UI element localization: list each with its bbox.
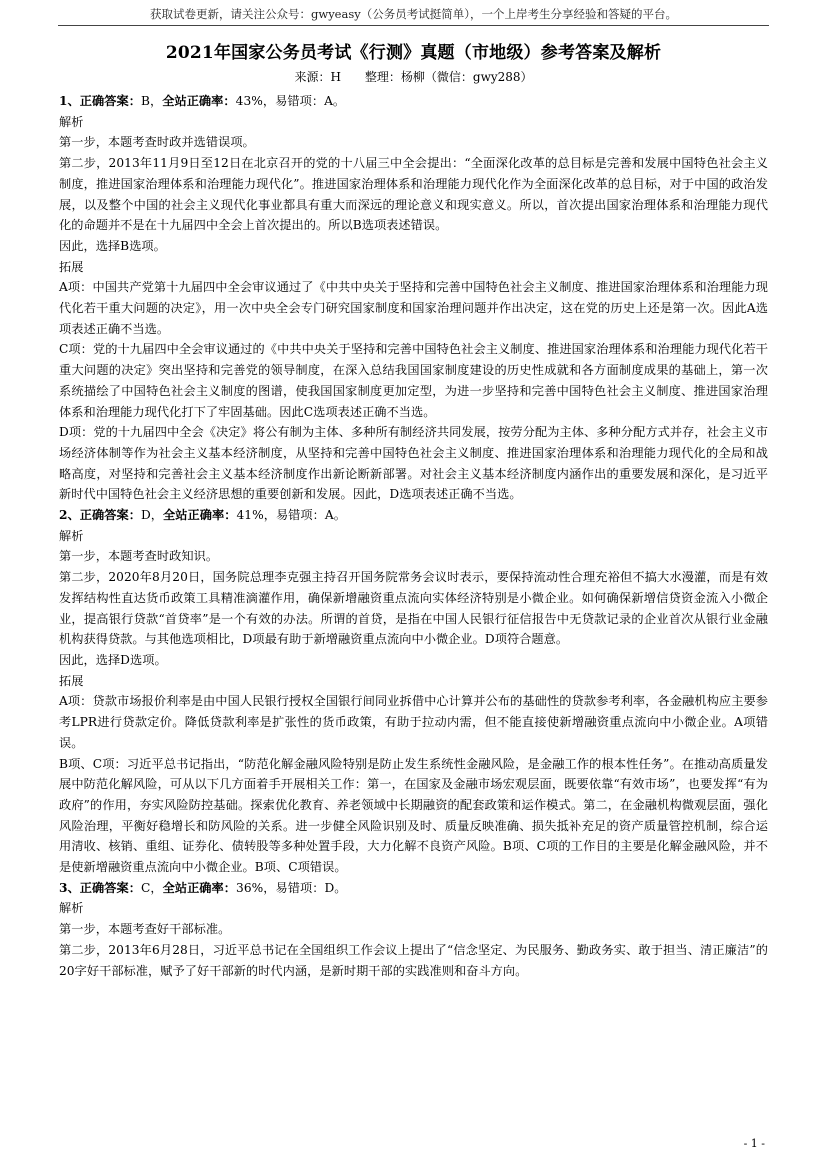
question-header [59, 91, 768, 112]
paragraph: 第二步，2020年8月20日，国务院总理李克强主持召开国务院常务会议时表示，要保持流动性合理充裕但不搞大水漫灌，而是有效发挥结构性直达货币政策工具精准滴灌作用，确保新增融资重点流向实体经济特别是小微企业。如何确保新增信贷资金流入小微企业，提高银行贷款“首贷率”是一个有效的办法。所谓的首贷，是指在中国人民银行征信报告中无贷款记录的企业首次从银行业金融机构获得贷款。与其他选项相比，D项最有助于新增融资重点流向中小微企业。D项符合题意。 [59, 570, 768, 647]
question-3 [59, 878, 768, 982]
correct-answer: D， [140, 508, 164, 523]
rate-label: 全站正确率： [162, 94, 236, 108]
paragraph: B项、C项：习近平总书记指出，“防范化解金融风险特别是防止发生系统性金融风险，是金融工作的根本性任务”。在推动高质量发展中防范化解风险，可从以下几方面着手开展相关工作：第一，在国家及金融市场宏观层面，既要依靠“有效市场”，也要发挥“有为政府”的作用，夯实风险防控基础。探索优化教育、养老领域中长期融资的配套政策和运作模式。第二，在金融机构微观层面，强化风险治理，平衡好稳增长和防风险的关系。进一步健全风险识别及时、质量反映准确、损失抵补充足的资产质量管控机制，综合运用清收、核销、重组、证券化、债转股等多种处置手段，大力化解不良资产风险。B项、C项的工作目的主要是化解金融风险，并不是使新增融资重点流向中小微企业。B项、C项错误。 [59, 756, 768, 875]
paragraph: 第一步，本题考查时政并选错误项。 [59, 135, 255, 150]
page-number: - 1 - [743, 1137, 765, 1150]
answer-label: 正确答案： [79, 94, 141, 108]
paragraph: 第一步，本题考查好干部标准。 [59, 922, 231, 937]
question-2 [59, 505, 768, 878]
paragraph: 第一步，本题考查时政知识。 [59, 549, 219, 564]
paragraph: C项：党的十九届四中全会审议通过的《中共中央关于坚持和完善中国特色社会主义制度、推进国家治理体系和治理能力现代化若干重大问题的决定》突出坚持和完善党的领导制度，在深入总结我国国家制度建设的历史性成就和各方面制度成果的基础上，第一次系统描绘了中国特色社会主义制度的图谱，使我国国家制度更加定型，为进一步坚持和完善中国特色社会主义制度、推进国家治理体系和治理能力现代化打下了牢固基础。因此C选项表述正确不当选。 [59, 342, 768, 419]
header-rule [58, 25, 769, 26]
rate-label: 全站正确率： [163, 508, 237, 523]
question-header [59, 505, 768, 526]
question-number: 1、 [59, 94, 80, 108]
section-label-extension: 拓展 [59, 259, 84, 274]
page-banner: 获取试卷更新，请关注公众号：gwyeasy（公务员考试挺简单），一个上岸考生分享经验和答疑的平台。 [149, 7, 677, 21]
paragraph: 第二步，2013年11月9日至12日在北京召开的党的十八届三中全会提出：“全面深化改革的总目标是完善和发展中国特色社会主义制度，推进国家治理体系和治理能力现代化”。推进国家治理体系和治理能力现代化作为全面深化改革的总目标，对于中国的政治发展，以及整个中国的社会主义现代化事业都具有重大而深远的理论意义和现实意义。所以，首次提出国家治理体系和治理能力现代化的命题并不是在十九届四中全会上首次提出的。所以B选项表述错误。 [59, 156, 768, 233]
paragraph: 第二步，2013年6月28日，习近平总书记在全国组织工作会议上提出了“信念坚定、为民服务、勤政务实、敢于担当、清正廉洁”的20字好干部标准，赋予了好干部新的时代内涵，是新时期干部的实践准则和奋斗方向。 [59, 942, 768, 978]
section-label-analysis: 解析 [59, 901, 84, 916]
section-label-extension: 拓展 [59, 673, 84, 688]
answer-label: 正确答案： [79, 880, 141, 895]
question-1 [59, 91, 768, 505]
section-label-analysis: 解析 [59, 114, 84, 129]
paragraph: 因此，选择D选项。 [59, 652, 167, 667]
section-label-analysis: 解析 [59, 528, 84, 543]
paragraph: 因此，选择B选项。 [59, 238, 166, 253]
question-number: 3、 [59, 880, 80, 895]
correct-answer: B， [140, 94, 163, 108]
paragraph: A项：中国共产党第十九届四中全会审议通过了《中共中央关于坚持和完善中国特色社会主义制度、推进国家治理体系和治理能力现代化若干重大问题的决定》，用一次中央全会专门研究国家制度和国家治理问题并作出决定，这在党的历史上还是第一次。因此A选项表述正确不当选。 [59, 280, 768, 336]
rate-label: 全站正确率： [162, 880, 237, 895]
accuracy-rate: 43%，易错项：A。 [235, 94, 346, 108]
answer-label: 正确答案： [79, 508, 141, 523]
paragraph: D项：党的十九届四中全会《决定》将公有制为主体、多种所有制经济共同发展，按劳分配为主体、多种分配方式并存，社会主义市场经济体制等作为社会主义基本经济制度，从坚持和完善中国特色社会主义制度、推进国家治理体系和治理能力现代化的全局和战略高度，对坚持和完善社会主义基本经济制度作出新论断新部署。对社会主义基本经济制度内涵作出的重要发展和深化，是习近平新时代中国特色社会主义经济思想的重要创新和发展。因此，D选项表述正确不当选。 [59, 425, 768, 502]
accuracy-rate: 36%，易错项：D。 [236, 880, 347, 895]
document-source-line: 来源：H 整理：杨柳（微信：gwy288） [294, 70, 533, 84]
document-title: 2021年国家公务员考试《行测》真题（市地级）参考答案及解析 [165, 43, 662, 63]
answer-content [59, 91, 768, 981]
correct-answer: C， [140, 880, 163, 895]
paragraph: A项：贷款市场报价利率是由中国人民银行授权全国银行间同业拆借中心计算并公布的基础性的贷款参考利率，各金融机构应主要参考LPR进行贷款定价。降低贷款利率是扩张性的货币政策，有助于拉动内需，但不能直接使新增融资重点流向中小微企业。A项错误。 [59, 694, 768, 750]
question-header [59, 878, 768, 899]
accuracy-rate: 41%，易错项：A。 [236, 508, 346, 523]
question-number: 2、 [59, 508, 80, 523]
